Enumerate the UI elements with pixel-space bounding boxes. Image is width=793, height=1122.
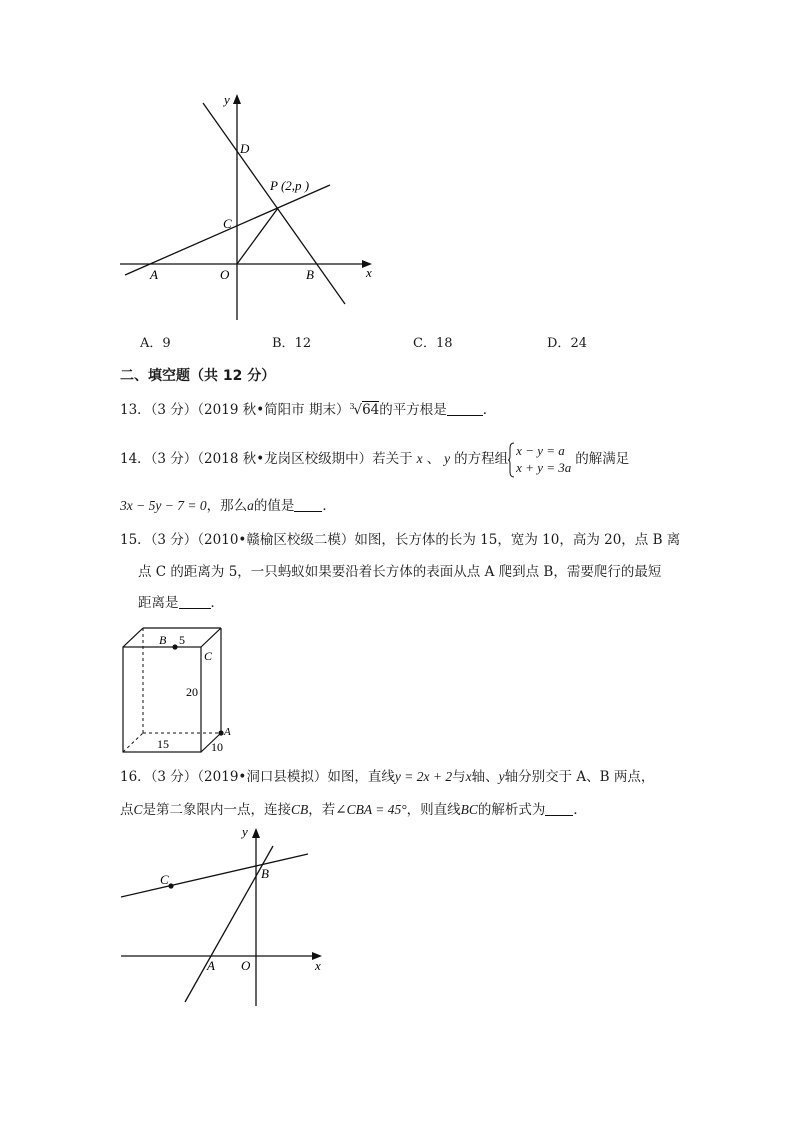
q14-end: ． <box>322 498 336 514</box>
q13-end: ． <box>482 402 497 418</box>
q16-line1-eq: y = 2x + 2 <box>394 769 453 784</box>
point-B <box>172 644 177 649</box>
choice-d-value: 24 <box>570 336 587 351</box>
label-C: C <box>160 872 169 887</box>
label-B: B <box>261 866 269 881</box>
label-20: 20 <box>186 685 198 699</box>
q14-eq1: x − y = a <box>516 443 565 458</box>
q13-cube-root <box>349 401 379 419</box>
q13-radicand: 64 <box>362 402 380 418</box>
question-13 <box>120 401 496 419</box>
q16-line2-a: 点 <box>120 802 134 818</box>
brace-icon <box>508 442 515 478</box>
choice-b-letter: B． <box>272 336 295 351</box>
q16-line2-c: ，若 <box>308 802 336 818</box>
choice-c[interactable] <box>413 332 453 351</box>
q16-line1-b: 与 <box>452 769 466 785</box>
question-16-line2 <box>120 801 587 819</box>
q15-end: ． <box>210 595 224 611</box>
q16-line2-b: 是第二象限内一点，连接 <box>142 802 292 818</box>
choice-b[interactable] <box>272 332 311 351</box>
question-15-line3 <box>138 594 224 612</box>
q16-end: ． <box>573 802 587 818</box>
q16-line2-angle: ∠CBA = 45° <box>335 802 407 817</box>
label-10: 10 <box>211 740 223 754</box>
cuboid-edge-tr <box>201 628 221 647</box>
q16-line1-x: x <box>465 769 472 784</box>
choice-d[interactable] <box>547 332 587 351</box>
q14-after: 的解满足 <box>575 451 630 467</box>
radical-icon: √ <box>353 402 363 418</box>
choice-a[interactable] <box>140 332 171 351</box>
choice-a-value: 9 <box>162 336 171 351</box>
question-16-line1 <box>120 768 654 786</box>
choice-b-value: 12 <box>294 336 312 351</box>
figure-q15-cuboid <box>115 622 245 756</box>
line-BC <box>121 854 308 897</box>
q16-line2-e: 的解析式为 <box>477 802 546 818</box>
label-O: O <box>220 267 230 282</box>
q14-line2-eq: 3x − 5y − 7 = 0 <box>120 498 207 513</box>
label-5: 5 <box>179 633 185 647</box>
q14-line2-var: a <box>247 498 254 513</box>
q14-equation-system <box>508 442 571 476</box>
q16-line2-d: ，则直线 <box>406 802 461 818</box>
y-axis-arrow <box>252 828 260 838</box>
section-title: 二、填空题（共 12 分） <box>120 368 276 384</box>
q14-prefix: 14．（3 分）（2018 秋•龙岗区校级期中）若关于 <box>120 451 413 467</box>
q14-var-y: y <box>444 451 451 466</box>
label-y: y <box>242 824 248 839</box>
y-axis-arrow <box>233 94 241 104</box>
question-15-line2: 点 C 的距离为 5，一只蚂蚁如果要沿着长方体的表面从点 A 爬到点 B，需要爬行的最短 <box>138 564 662 580</box>
q16-line2-CB: CB <box>291 802 309 817</box>
q14-sep: 、 <box>426 451 441 467</box>
choice-a-letter: A． <box>140 336 163 351</box>
q16-line1-y: y <box>498 769 505 784</box>
choice-c-value: 18 <box>435 336 453 351</box>
label-C: C <box>204 649 213 663</box>
point-A <box>218 730 223 735</box>
label-A: A <box>224 726 231 738</box>
q13-prefix: 13．（3 分）（2019 秋•简阳市 期末） <box>120 402 350 418</box>
question-15-line1: 15．（3 分）（2010•赣榆区校级二模）如图，长方体的长为 15，宽为 10，高为 20，点 B 离 <box>120 532 681 548</box>
q13-answer-blank[interactable] <box>447 401 483 416</box>
q13-suffix: 的平方根是 <box>379 402 447 418</box>
q16-line2-BC: BC <box>460 802 478 817</box>
q16-line1-d: 轴分别交于 A、B 两点， <box>504 769 655 785</box>
q16-line2-C: C <box>133 802 143 817</box>
q15-line3-text: 距离是 <box>138 595 179 611</box>
q13-root-index: 3 <box>349 402 355 411</box>
label-A: A <box>207 958 215 973</box>
label-x: x <box>366 265 372 280</box>
label-A: A <box>150 267 158 282</box>
q15-answer-blank[interactable] <box>179 594 211 609</box>
label-15: 15 <box>157 737 169 751</box>
question-14-line1 <box>120 442 629 476</box>
label-y: y <box>224 92 230 107</box>
point-C <box>168 883 173 888</box>
q14-var-x: x <box>416 451 423 466</box>
choice-c-letter: C． <box>413 336 436 351</box>
q16-line1-a: 16．（3 分）（2019•洞口县模拟）如图，直线 <box>120 769 395 785</box>
question-14-line2 <box>120 497 336 515</box>
label-x: x <box>315 958 321 973</box>
q14-mid: 的方程组 <box>454 451 509 467</box>
choice-d-letter: D． <box>547 336 571 351</box>
label-B: B <box>306 267 314 282</box>
label-O: O <box>241 958 251 973</box>
q16-answer-blank[interactable] <box>545 801 573 816</box>
q14-eq2: x + y = 3a <box>516 460 572 475</box>
q14-answer-blank[interactable] <box>294 497 322 512</box>
q16-line1-c: 轴、 <box>471 769 499 785</box>
label-B: B <box>159 633 167 647</box>
label-C: C <box>223 216 232 231</box>
figure-q12 <box>110 88 390 328</box>
q14-line2-end: 的值是 <box>253 498 295 514</box>
figure-q16 <box>115 820 340 1010</box>
label-D: D <box>240 141 250 156</box>
cuboid-edge-tl <box>123 628 143 647</box>
label-P: P (2,p ) <box>270 178 310 193</box>
cuboid-hidden-diag <box>123 733 143 752</box>
q14-line2-mid: ，那么 <box>206 498 248 514</box>
line-AB <box>185 846 273 1002</box>
